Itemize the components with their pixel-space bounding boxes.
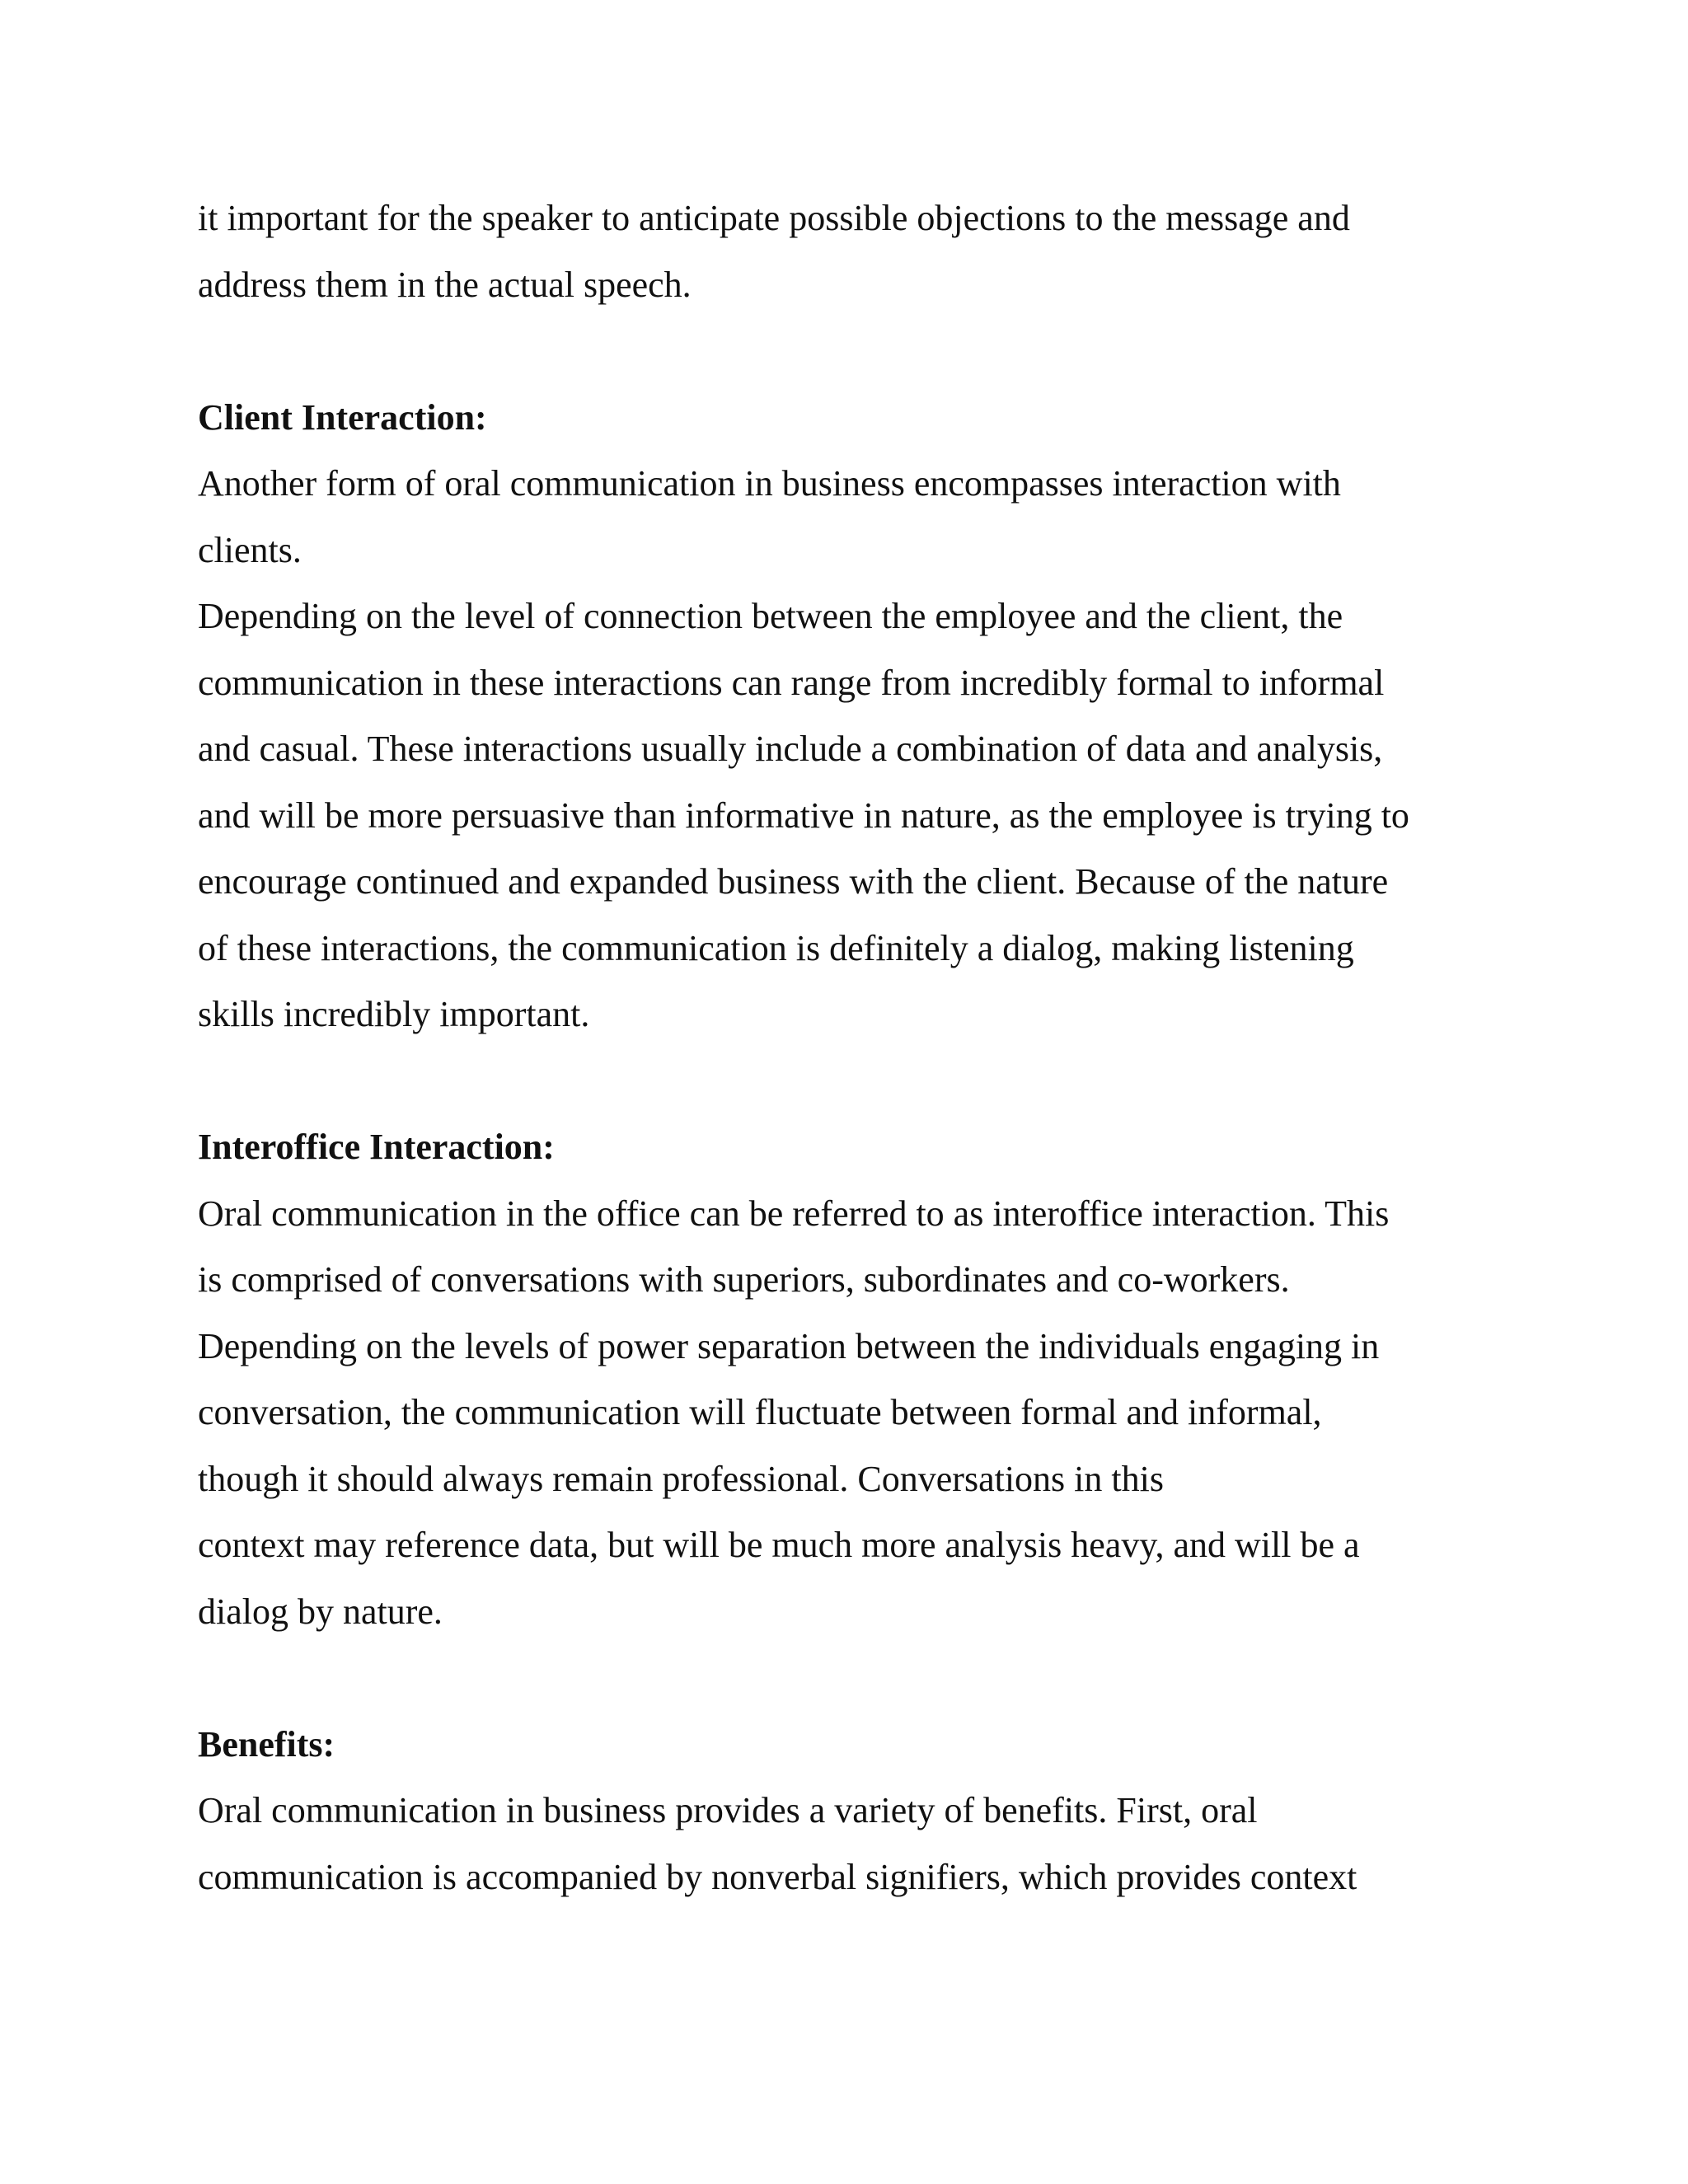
interoffice-interaction-section [198,1114,1517,1645]
text-line: it important for the speaker to anticipate possible objections to the message and [198,198,1350,238]
text-line: is comprised of conversations with superiors, subordinates and co-workers. [198,1259,1290,1300]
text-line: and casual. These interactions usually include a combination of data and analysis, [198,729,1383,769]
text-line: Oral communication in business provides a variety of benefits. First, oral [198,1790,1258,1830]
text-line: communication is accompanied by nonverbal signifiers, which provides context [198,1856,1357,1897]
text-line: skills incredibly important. [198,994,590,1034]
text-line: Oral communication in the office can be referred to as interoffice interaction. This [198,1193,1390,1234]
text-line: though it should always remain professional. Conversations in this [198,1458,1164,1499]
text-line: dialog by nature. [198,1591,443,1632]
text-line: context may reference data, but will be much more analysis heavy, and will be a [198,1525,1360,1565]
text-line: Another form of oral communication in business encompasses interaction with [198,463,1341,504]
text-line: address them in the actual speech. [198,264,692,305]
section-heading-benefits: Benefits: [198,1723,335,1765]
text-line: Depending on the level of connection between the employee and the client, the [198,596,1343,636]
text-line: communication in these interactions can range from incredibly formal to informal [198,662,1385,703]
text-line: clients. [198,529,302,570]
text-line: conversation, the communication will fluctuate between formal and informal, [198,1392,1322,1432]
text-line: and will be more persuasive than informative in nature, as the employee is trying to [198,794,1409,836]
paragraph-spacer [198,1048,1517,1115]
document-body [198,185,1517,1910]
benefits-section [198,1712,1517,1911]
paragraph-spacer [198,318,1517,385]
text-line: of these interactions, the communication is definitely a dialog, making listening [198,927,1354,968]
client-interaction-section [198,385,1517,1048]
text-line: Depending on the levels of power separation between the individuals engaging in [198,1325,1380,1366]
intro-paragraph [198,185,1517,318]
section-heading-client-interaction: Client Interaction: [198,396,487,438]
paragraph-spacer [198,1645,1517,1712]
text-line: encourage continued and expanded business with the client. Because of the nature [198,861,1389,902]
section-heading-interoffice-interaction: Interoffice Interaction: [198,1127,555,1167]
